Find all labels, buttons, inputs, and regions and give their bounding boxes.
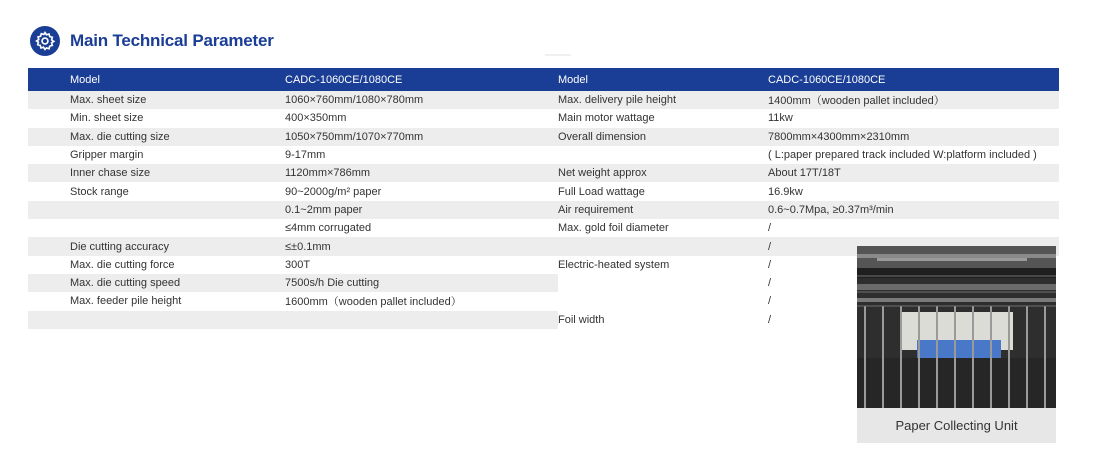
param-value: / (768, 277, 772, 290)
param-name (558, 274, 768, 292)
table-row (28, 182, 1059, 200)
param-name: Max. gold foil diameter (558, 222, 669, 235)
param-name: Max. feeder pile height (70, 295, 182, 308)
param-name (558, 292, 768, 310)
table-row (28, 219, 1059, 237)
param-value: / (768, 313, 772, 326)
param-value: 16.9kw (768, 185, 803, 198)
param-value: 1120mm×786mm (270, 164, 558, 182)
gear-icon (30, 26, 60, 56)
column-header: CADC-1060CE/1080CE (270, 68, 558, 91)
param-value: 11kw (768, 112, 793, 125)
param-name (28, 219, 270, 237)
param-value: 1060×760mm/1080×780mm (270, 91, 558, 109)
param-value: 1400mm（wooden pallet included） (768, 91, 1059, 109)
param-value: 0.6~0.7Mpa, ≥0.37m³/min (768, 201, 1059, 219)
machine-photo (857, 246, 1056, 408)
param-value: / (768, 295, 772, 308)
param-name (558, 146, 768, 164)
param-value: ≤±0.1mm (270, 237, 558, 255)
param-name (28, 201, 270, 219)
param-value: ≤4mm corrugated (285, 222, 372, 235)
param-value: 7500s/h Die cutting (270, 274, 558, 292)
param-value: ( L:paper prepared track included W:platform included ) (768, 149, 1037, 162)
page-title: Main Technical Parameter (70, 31, 274, 50)
param-name: Die cutting accuracy (28, 237, 270, 255)
param-value: 1050×750mm/1070×770mm (270, 128, 558, 146)
param-name (558, 237, 768, 255)
table-row (28, 109, 1059, 127)
param-name: Air requirement (558, 201, 768, 219)
param-value: / (768, 237, 1059, 255)
param-name: Electric-heated system (558, 258, 670, 271)
param-name (28, 311, 270, 329)
param-value: About 17T/18T (768, 164, 1059, 182)
param-name: Foil width (558, 313, 605, 326)
param-value: 400×350mm (285, 112, 347, 125)
param-name: Max. die cutting speed (28, 274, 270, 292)
param-name: Max. sheet size (28, 91, 270, 109)
param-value: / (768, 222, 772, 235)
column-header: Model (558, 68, 768, 91)
table-row (28, 164, 1059, 182)
param-value: 0.1~2mm paper (270, 201, 558, 219)
machine-photo-card (857, 246, 1056, 443)
param-value: 300T (285, 258, 311, 271)
param-name: Full Load wattage (558, 185, 645, 198)
param-value: 7800mm×4300mm×2310mm (768, 128, 1059, 146)
divider (545, 54, 571, 56)
param-value: / (768, 258, 772, 271)
section-header (30, 26, 274, 56)
param-name: Gripper margin (70, 149, 144, 162)
table-row (28, 91, 1059, 109)
param-value (270, 311, 558, 329)
photo-caption: Paper Collecting Unit (895, 418, 1018, 433)
param-name: Max. die cutting size (28, 128, 270, 146)
param-name: Overall dimension (558, 128, 768, 146)
param-value: 1600mm（wooden pallet included） (285, 296, 462, 309)
param-name: Min. sheet size (70, 112, 144, 125)
table-row (28, 146, 1059, 164)
param-name: Max. delivery pile height (558, 91, 768, 109)
param-name: Net weight approx (558, 164, 768, 182)
table-row (28, 201, 1059, 219)
param-name: Main motor wattage (558, 112, 655, 125)
column-header: Model (28, 68, 270, 91)
column-header: CADC-1060CE/1080CE (768, 68, 1059, 91)
param-name: Inner chase size (28, 164, 270, 182)
table-row (28, 128, 1059, 146)
param-name: Stock range (70, 185, 129, 198)
param-value: 90~2000g/m² paper (285, 185, 382, 198)
param-value: 9-17mm (285, 149, 326, 162)
param-name: Max. die cutting force (70, 258, 175, 271)
table-header-row (28, 68, 1059, 91)
